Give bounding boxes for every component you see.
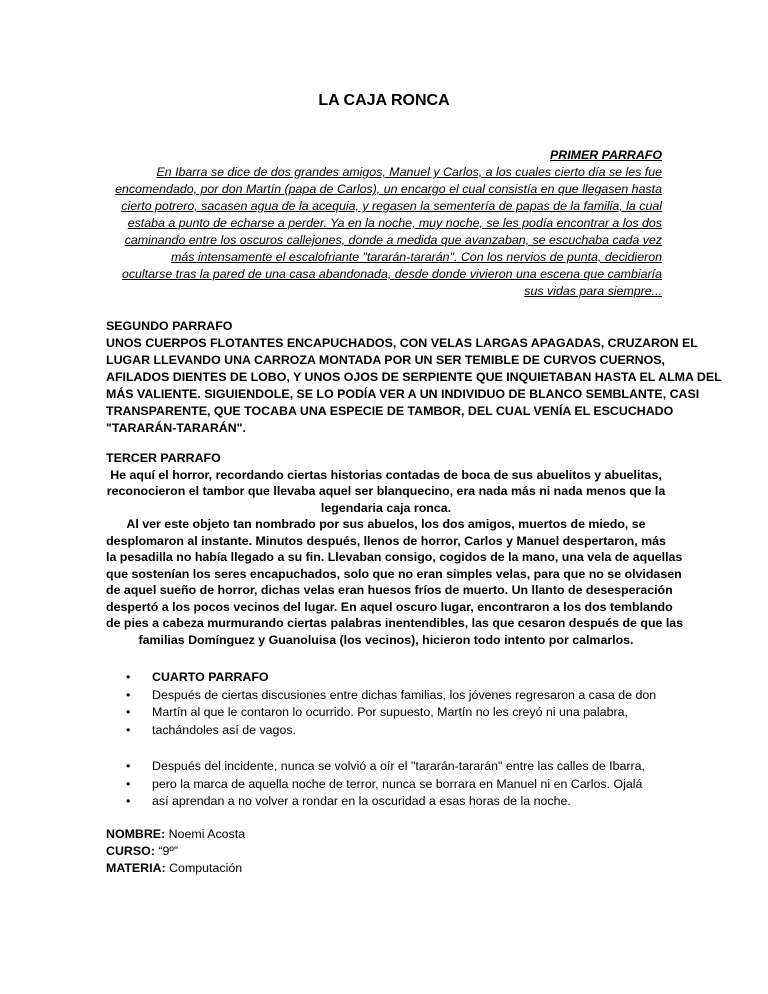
paragraph-2-line: "TARARÁN-TARARÁN". bbox=[106, 421, 246, 435]
list-item-text: Martín al que le contaron lo ocurrido. Por supuesto, Martín no les creyó ni una palabra, bbox=[152, 705, 628, 719]
paragraph-2-line: LUGAR LLEVANDO UNA CARROZA MONTADA POR UN SER TEMIBLE DE CURVOS CUERNOS, bbox=[106, 353, 665, 367]
paragraph-3-line: de aquel sueño de horror, dichas velas eran huesos fríos de muerto. Un llanto de desesperación bbox=[106, 583, 673, 597]
paragraph-2-line: MÁS VALIENTE. SIGUIENDOLE, SE LO PODÍA VER A UN INDIVIDUO DE BLANCO SEMBLANTE, CASI bbox=[106, 387, 700, 401]
bullet-icon: • bbox=[126, 776, 131, 791]
paragraph-3-line: desplomaron al instante. Minutos después, llenos de horror, Carlos y Manuel despertaron, más bbox=[106, 533, 666, 548]
paragraph-3-line: de pies a cabeza murmurando ciertas palabras inentendibles, las que cesaron después de que las bbox=[106, 616, 684, 630]
document-title: LA CAJA RONCA bbox=[318, 92, 450, 109]
paragraph-4-list-1 bbox=[126, 669, 666, 739]
paragraph-3-line: que sostenían los seres encapuchados, solo que no eran simples velas, para que no se olvidasen bbox=[106, 566, 682, 581]
list-item-text: tachándoles así de vagos. bbox=[152, 722, 296, 737]
paragraph-3-line: despertó a los pocos vecinos del lugar. En aquel oscuro lugar, encontraron a los dos temblando bbox=[106, 599, 673, 614]
course-row bbox=[106, 843, 666, 860]
paragraph-1-line: En Ibarra se dice de dos grandes amigos, Manuel y Carlos, a los cuales cierto día se les fue bbox=[156, 165, 662, 179]
paragraph-1-line: estaba a punto de echarse a perder. Ya en la noche, muy noche, se les podía encontrar a los dos bbox=[127, 216, 662, 230]
list-item bbox=[126, 722, 666, 740]
list-item-text: Después del incidente, nunca se volvió a oír el "tararán-tararán" entre las calles de Ibarra, bbox=[152, 759, 645, 773]
bullet-icon: • bbox=[126, 670, 131, 684]
paragraph-2-heading: SEGUNDO PARRAFO bbox=[106, 319, 233, 333]
paragraph-1-line: ocultarse tras la pared de una casa abandonada, desde donde vivieron una escena que cambiaría bbox=[121, 267, 662, 281]
list-item-text: Después de ciertas discusiones entre dichas familias, los jóvenes regresaron a casa de don bbox=[152, 687, 657, 702]
author-info bbox=[106, 826, 666, 877]
paragraph-1-line: más intensamente el escalofriante "tararán-tararán". Con los nervios de punta, decidieron bbox=[171, 250, 662, 264]
author-name-row bbox=[106, 826, 666, 843]
list-item bbox=[126, 687, 666, 705]
paragraph-2-line: UNOS CUERPOS FLOTANTES ENCAPUCHADOS, CON VELAS LARGAS APAGADAS, CRUZARON EL bbox=[106, 336, 698, 350]
author-name-label: NOMBRE: bbox=[106, 827, 166, 841]
course-label: CURSO: bbox=[106, 844, 155, 858]
bullet-icon: • bbox=[126, 759, 131, 773]
author-name-value: Noemi Acosta bbox=[168, 827, 246, 841]
paragraph-3-line: familias Domínguez y Guanoluisa (los vecinos), hicieron todo intento por calmarlos. bbox=[138, 632, 634, 647]
paragraph-1-line: sus vidas para siempre... bbox=[524, 284, 662, 298]
paragraph-1-heading: PRIMER PARRAFO bbox=[550, 148, 662, 162]
paragraph-3-line: Al ver este objeto tan nombrado por sus abuelos, los dos amigos, muertos de miedo, se bbox=[126, 517, 646, 531]
paragraph-2-line: TRANSPARENTE, QUE TOCABA UNA ESPECIE DE TAMBOR, DEL CUAL VENÍA EL ESCUCHADO bbox=[106, 404, 674, 418]
paragraph-3 bbox=[106, 450, 684, 648]
paragraph-1-line: cierto potrero, sacasen agua de la acequia, y regasen la sementería de papas de la familia, la cual bbox=[121, 199, 662, 213]
paragraph-3-line: He aquí el horror, recordando ciertas historias contadas de boca de sus abuelitos y abuelitas, bbox=[110, 467, 662, 482]
list-item-text: pero la marca de aquella noche de terror, nunca se borrara en Manuel ni en Carlos. Ojalá bbox=[152, 776, 643, 791]
subject-label: MATERIA: bbox=[106, 861, 166, 875]
paragraph-1-line: encomendado, por don Martín (papa de Carlos), un encargo el cual consistía en que llegasen hasta bbox=[115, 182, 662, 196]
paragraph-4-heading: CUARTO PARRAFO bbox=[152, 670, 269, 684]
list-item bbox=[126, 776, 666, 794]
list-item bbox=[126, 704, 666, 722]
list-item-text: así aprendan a no volver a rondar en la oscuridad a esas horas de la noche. bbox=[152, 794, 571, 808]
list-item bbox=[126, 669, 666, 687]
paragraph-2-line: AFILADOS DIENTES DE LOBO, Y UNOS OJOS DE SERPIENTE QUE INQUIETABAN HASTA EL ALMA DEL bbox=[106, 370, 722, 384]
paragraph-2 bbox=[106, 318, 722, 437]
subject-value: Computación bbox=[169, 861, 243, 875]
paragraph-3-line: la pesadilla no había llegado a su fin. Llevaban consigo, cogidos de la mano, una vela de aquellas bbox=[106, 550, 683, 564]
paragraph-4-list-2 bbox=[126, 758, 666, 811]
bullet-icon: • bbox=[126, 687, 131, 702]
paragraph-1-line: caminando entre los oscuros callejones, donde a medida que avanzaban, se escuchaba cada vez bbox=[124, 233, 662, 247]
list-item bbox=[126, 758, 666, 776]
bullet-icon: • bbox=[126, 705, 131, 719]
paragraph-3-heading: TERCER PARRAFO bbox=[106, 451, 221, 465]
course-value: “9º” bbox=[158, 844, 178, 858]
paragraph-1 bbox=[104, 147, 662, 300]
bullet-icon: • bbox=[126, 722, 131, 737]
bullet-icon: • bbox=[126, 794, 131, 808]
paragraph-3-line: reconocieron el tambor que llevaba aquel ser blanquecino, era nada más ni nada menos que la bbox=[106, 484, 666, 498]
paragraph-3-line: legendaria caja ronca. bbox=[320, 500, 452, 515]
list-item bbox=[126, 793, 666, 811]
subject-row bbox=[106, 860, 666, 877]
